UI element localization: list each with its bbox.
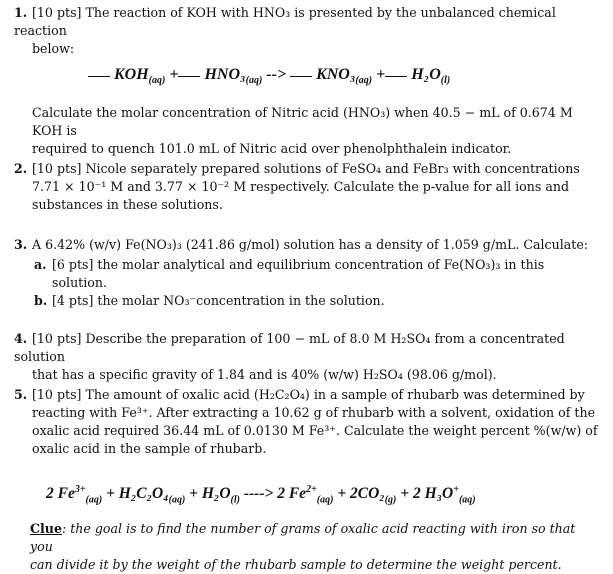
coefficient-blank [290, 75, 312, 77]
question-2 [14, 160, 598, 214]
question-text: required to quench 101.0 mL of Nitric acid over phenolphthalein indicator. [32, 141, 512, 156]
state-label: (aq) [458, 494, 476, 506]
state-label: (aq) [355, 75, 373, 87]
coefficient-blank [385, 75, 407, 77]
charge-label: 3+ [74, 484, 86, 495]
question-number: 1. [14, 5, 28, 20]
product-kno3: KNO₃ [316, 66, 356, 83]
reactant-koh: KOH [114, 66, 149, 83]
state-label: (aq) [85, 494, 103, 506]
question-text: solution. [52, 275, 107, 290]
question-4 [14, 330, 598, 384]
question-number: 2. [14, 161, 28, 176]
clue-text: : the goal is to find the number of grams of oxalic acid reacting with iron so that you [30, 521, 576, 554]
state-label: (aq) [168, 494, 186, 506]
question-number: 4. [14, 331, 28, 346]
state-label: (aq) [245, 75, 263, 87]
reaction-arrow: --> [266, 66, 287, 83]
question-number: 5. [14, 387, 28, 402]
state-label: (l) [440, 75, 451, 87]
equation-term: + H₂O [189, 485, 231, 503]
charge-label: + [453, 484, 459, 495]
reaction-equation-1 [88, 66, 450, 86]
question-1-task [14, 104, 598, 158]
question-text: substances in these solutions. [32, 197, 223, 212]
question-text: Calculate the molar concentration of Nitric acid (HNO₃) when 40.5 − mL of 0.674 M KOH is [32, 105, 573, 138]
reaction-equation-5 [46, 484, 476, 505]
question-text: oxalic acid in the sample of rhubarb. [32, 441, 267, 456]
reactant-hno3: HNO₃ [204, 66, 246, 83]
product-h2o: H₂O [411, 66, 441, 83]
sub-question-label: b. [34, 293, 48, 308]
question-text: [10 pts] The amount of oxalic acid (H₂C₂O₄) in a sample of rhubarb was determined by [32, 387, 585, 402]
question-text: 7.71 × 10⁻¹ M and 3.77 × 10⁻² M respectively. Calculate the p-value for all ions and [32, 179, 570, 194]
state-label: (aq) [148, 75, 166, 87]
question-5 [14, 386, 598, 458]
question-3 [14, 236, 598, 254]
question-text: [10 pts] Describe the preparation of 100 − mL of 8.0 M H₂SO₄ from a concentrated solution [14, 331, 565, 364]
question-text: below: [32, 41, 75, 56]
question-text: A 6.42% (w/v) Fe(NO₃)₃ (241.86 g/mol) solution has a density of 1.059 g/mL. Calculate: [32, 237, 589, 252]
coefficient-blank [178, 75, 200, 77]
question-text: [10 pts] The reaction of KOH with HNO₃ is presented by the unbalanced chemical reaction [14, 5, 556, 38]
equation-term: 2 Fe [46, 485, 75, 503]
charge-label: 2+ [306, 484, 317, 495]
question-text: [4 pts] the molar NO₃⁻concentration in the solution. [52, 293, 385, 308]
equation-term: + 2 H₃O [400, 485, 454, 503]
equation-term: + 2CO₂ [337, 485, 385, 503]
question-3b [34, 292, 592, 310]
clue-text: can divide it by the weight of the rhubarb sample to determine the weight percent. [30, 557, 562, 572]
question-3a [34, 256, 592, 292]
plus-sign: + [376, 66, 386, 83]
equation-term: + H₂C₂O₄ [106, 485, 169, 503]
question-text: [10 pts] Nicole separately prepared solutions of FeSO₄ and FeBr₃ with concentrations [32, 161, 580, 176]
state-label: (l) [230, 494, 240, 506]
clue-note [30, 520, 600, 574]
coefficient-blank [88, 75, 110, 77]
question-text: oxalic acid required 36.44 mL of 0.0130 M Fe³⁺. Calculate the weight percent %(w/w) of [32, 423, 598, 438]
question-text: reacting with Fe³⁺. After extracting a 10.62 g of rhubarb with a solvent, oxidation of the [32, 405, 596, 420]
question-text: [6 pts] the molar analytical and equilibrium concentration of Fe(NO₃)₃ in this [52, 257, 545, 272]
reaction-arrow: ----> 2 Fe [243, 485, 307, 503]
question-text: that has a specific gravity of 1.84 and is 40% (w/w) H₂SO₄ (98.06 g/mol). [32, 367, 497, 382]
plus-sign: + [169, 66, 179, 83]
question-1 [14, 4, 598, 58]
question-number: 3. [14, 237, 28, 252]
sub-question-label: a. [34, 257, 47, 272]
state-label: (g) [384, 494, 397, 506]
clue-label: Clue [30, 521, 62, 536]
state-label: (aq) [316, 494, 334, 506]
